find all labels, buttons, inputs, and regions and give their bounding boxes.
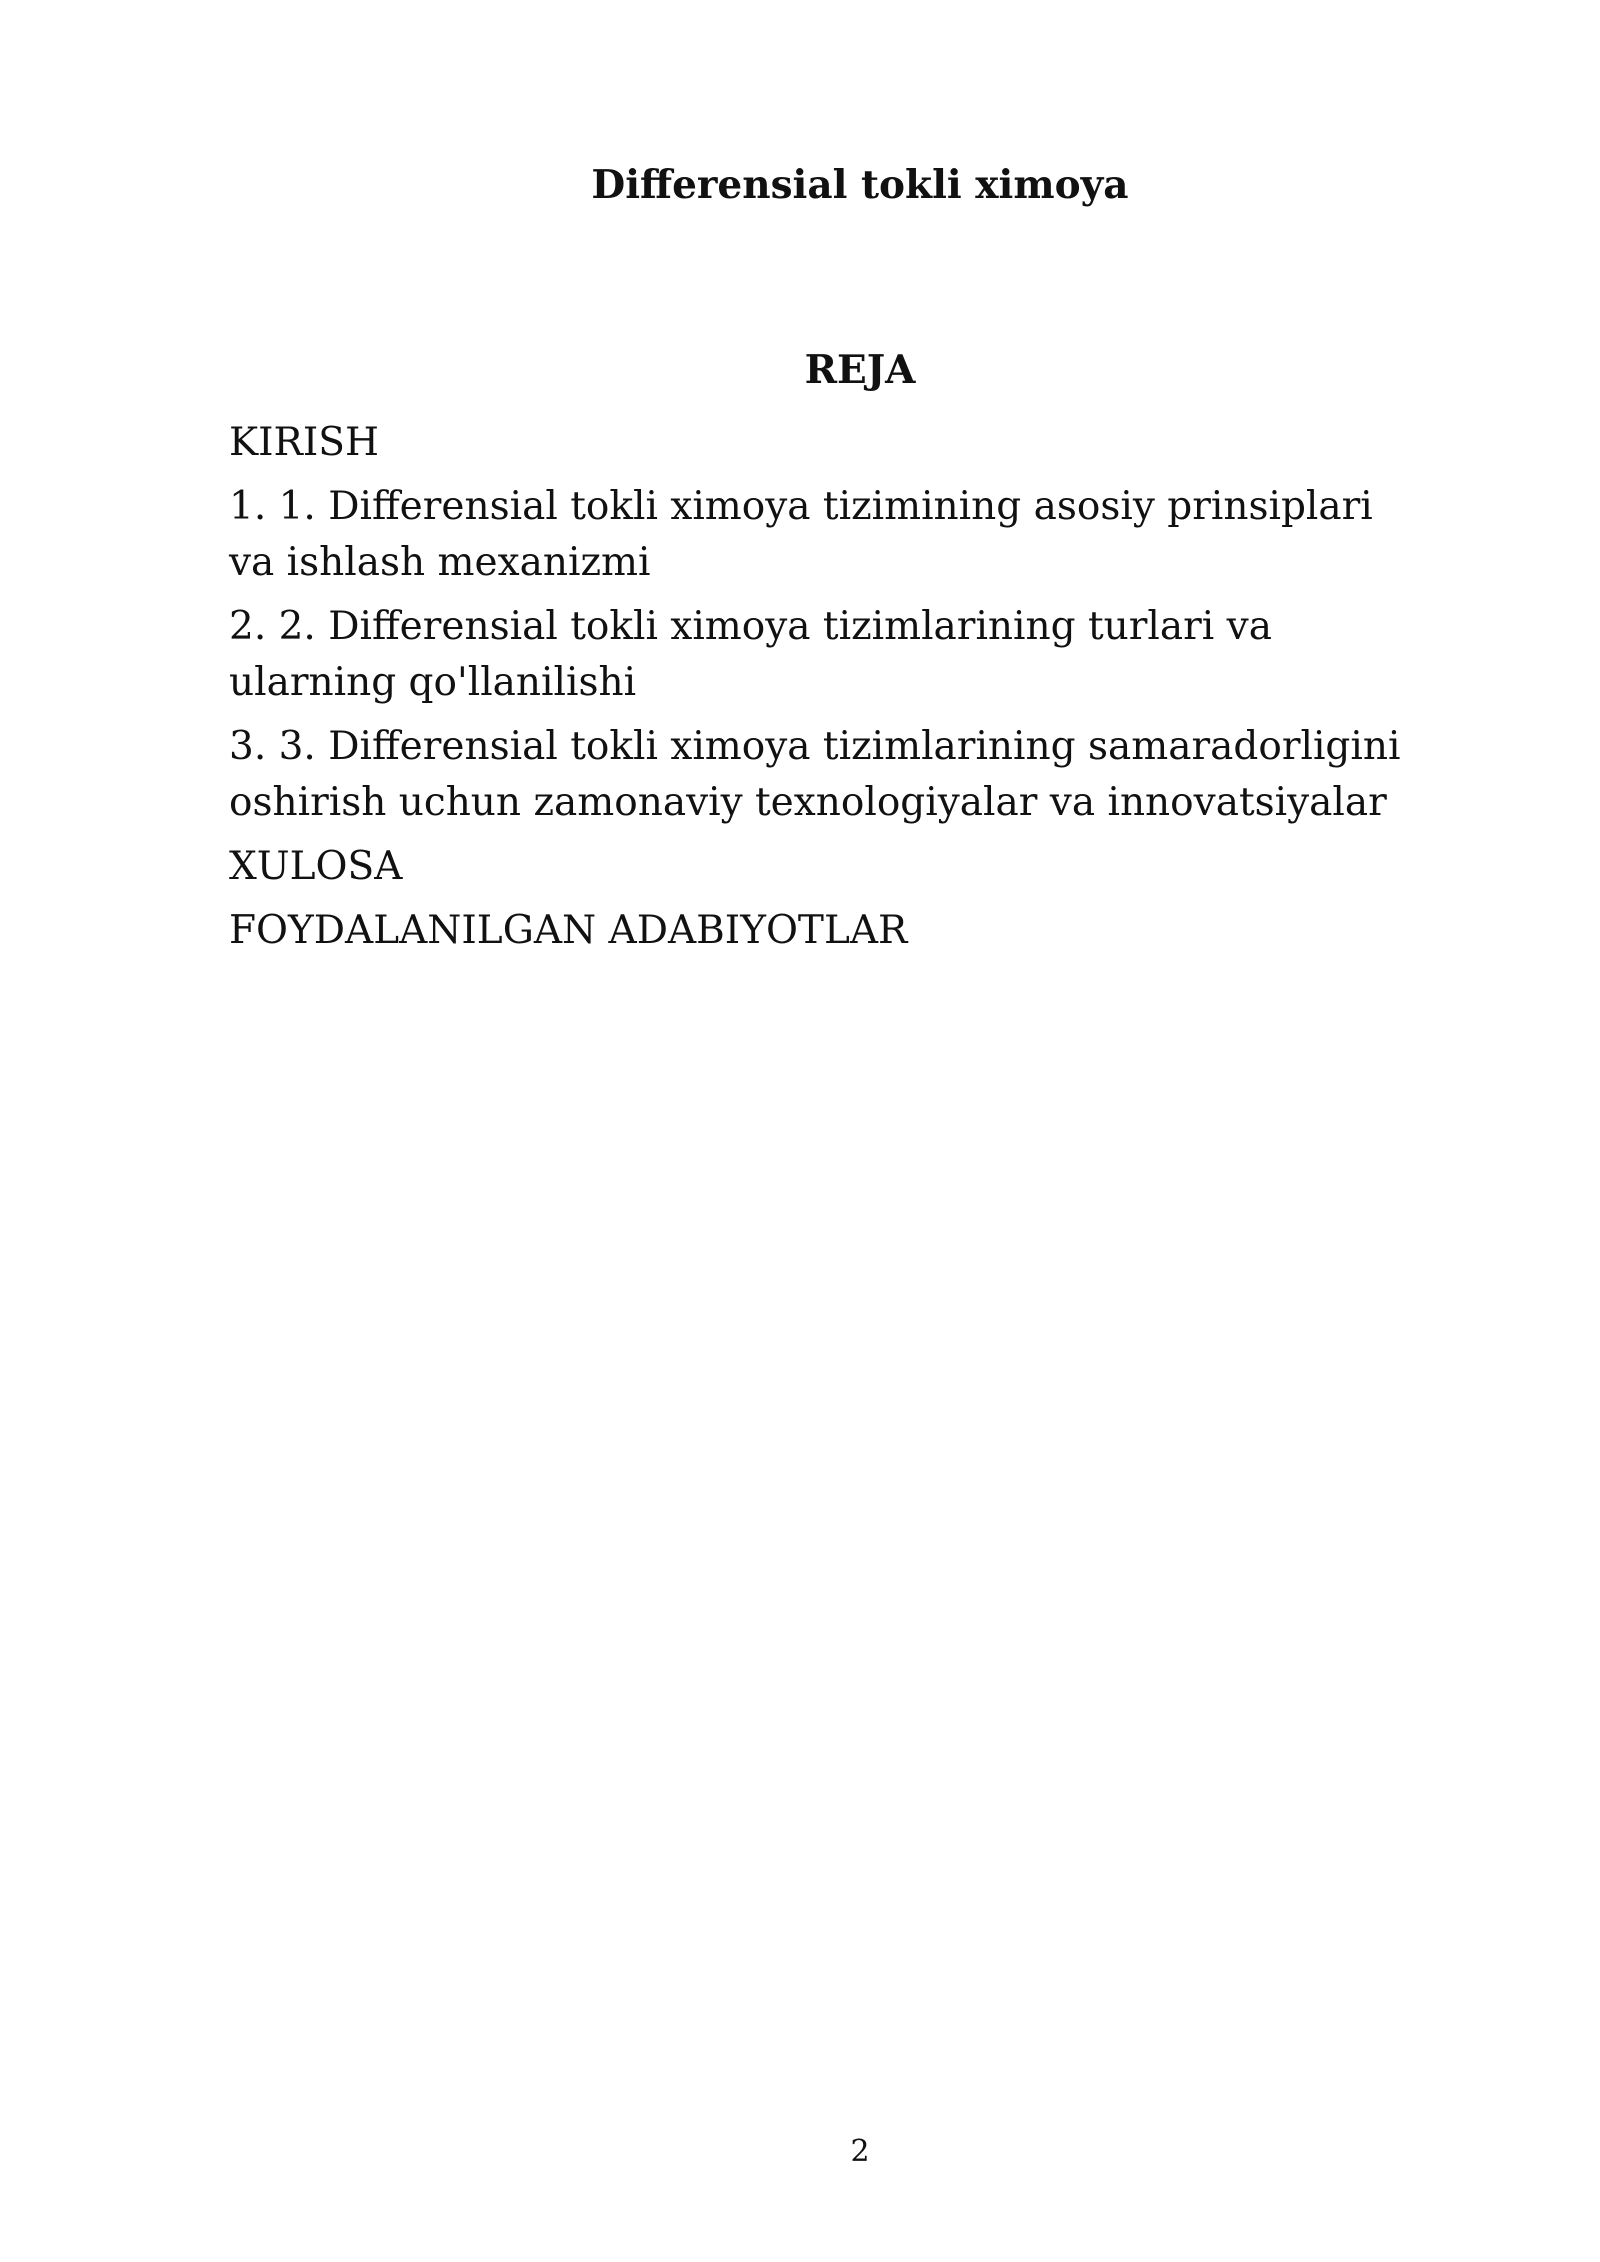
plan-item-introduction: KIRISH xyxy=(229,420,380,465)
plan-list xyxy=(229,415,1429,967)
page-number: 2 xyxy=(850,2134,870,2169)
plan-item-3: 3. 3. Differensial tokli ximoya tizimlarining samaradorligini oshirish uchun zamonaviy texnologiyalar va innovatsiyalar xyxy=(229,724,1401,825)
plan-item-references: FOYDALANILGAN ADABIYOTLAR xyxy=(229,908,908,953)
plan-item-1: 1. 1. Differensial tokli ximoya tizimining asosiy prinsiplari va ishlash mexanizmi xyxy=(229,484,1373,585)
plan-item-2: 2. 2. Differensial tokli ximoya tizimlarining turlari va ularning qo'llanilishi xyxy=(229,604,1272,705)
plan-heading: REJA xyxy=(804,347,916,393)
document-title: Differensial tokli ximoya xyxy=(591,162,1129,208)
plan-item-conclusion: XULOSA xyxy=(229,844,403,889)
